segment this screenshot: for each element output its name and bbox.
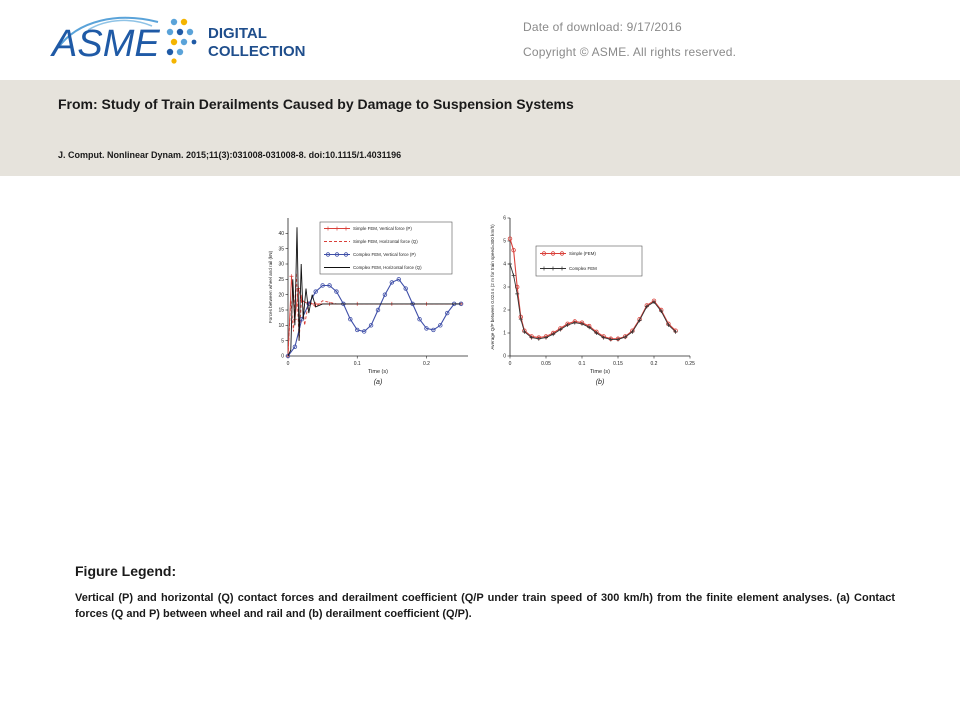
x-tick-label: 0.15: [613, 361, 623, 367]
legend-entry-label: Simple FEM, Vertical force (P): [353, 226, 412, 232]
x-tick-label: 0.2: [422, 361, 430, 367]
y-tick-label: 2: [503, 307, 506, 314]
panel-label: (a): [373, 379, 383, 386]
y-tick-label: 0: [503, 353, 506, 360]
article-citation: J. Comput. Nonlinear Dynam. 2015;11(3):031008-031008-8. doi:10.1115/1.4031196: [58, 150, 402, 160]
y-tick-label: 4: [503, 261, 506, 268]
y-tick-label: 5: [503, 238, 506, 245]
data-point: [512, 274, 516, 278]
data-point: [508, 262, 512, 266]
legend-entry-label: Complex FEM: [569, 266, 597, 272]
x-axis-label: Time (s): [368, 369, 388, 375]
figure-legend-heading: Figure Legend:: [75, 563, 177, 579]
legend-entry-label: Simple (FEM): [569, 251, 596, 257]
logo-brand-text: ASME: [52, 23, 160, 65]
x-tick-label: 0.05: [541, 361, 551, 367]
y-tick-label: 25: [278, 277, 284, 284]
copyright-notice: Copyright © ASME. All rights reserved.: [523, 45, 737, 59]
legend-entry-label: Complex FEM, Vertical force (P): [353, 252, 416, 258]
x-axis-label: Time (s): [590, 369, 610, 375]
figure-legend-text: Vertical (P) and horizontal (Q) contact forces and derailment coefficient (Q/P under train speed of 300 km/h) from the finite element analyses. (a) Contact forces (Q and P) between wheel and rail and (b) derailment coefficient (Q/P).: [75, 592, 895, 620]
series-line: [288, 276, 461, 356]
figure-image: [258, 210, 706, 400]
series-line: [288, 273, 461, 356]
download-date: Date of download: 9/17/2016: [523, 20, 682, 34]
panel-label: (b): [595, 379, 605, 386]
y-tick-label: 6: [503, 215, 506, 222]
chart-panel-a: [268, 218, 468, 386]
y-tick-label: 5: [281, 338, 284, 345]
article-header-band: [0, 80, 960, 176]
article-title: From: Study of Train Derailments Caused by Damage to Suspension Systems: [58, 96, 574, 112]
y-tick-label: 35: [278, 246, 284, 253]
y-axis-label: Forces between wheel and rail (kN): [268, 250, 273, 324]
x-tick-label: 0.1: [353, 361, 361, 367]
y-tick-label: 0: [281, 353, 284, 360]
data-point: [289, 274, 293, 278]
logo-line1-text: DIGITAL: [208, 25, 267, 42]
y-tick-label: 10: [278, 323, 284, 330]
y-tick-label: 40: [278, 231, 284, 238]
y-axis-label: Average Q/P between 0.024 s (2 m for train speed=300 km/h): [490, 224, 495, 350]
chart-panel-b: [490, 216, 695, 386]
x-tick-label: 0.25: [685, 361, 695, 367]
logo-line2-text: COLLECTION: [208, 43, 306, 60]
legend-entry-label: Complex FEM, Horizontal force (Q): [353, 265, 422, 271]
x-tick-label: 0.1: [578, 361, 586, 367]
x-tick-label: 0: [508, 361, 512, 367]
y-tick-label: 1: [503, 330, 506, 337]
x-tick-label: 0.2: [650, 361, 658, 367]
legend-entry-label: Simple FEM, Horizontal force (Q): [353, 239, 418, 245]
logo-dots-icon: [167, 19, 197, 64]
x-tick-label: 0: [286, 361, 290, 367]
y-tick-label: 15: [278, 307, 284, 314]
y-tick-label: 30: [278, 261, 284, 268]
y-tick-label: 20: [278, 292, 284, 299]
asme-digital-collection-logo[interactable]: [48, 8, 328, 72]
y-tick-label: 3: [503, 284, 506, 291]
